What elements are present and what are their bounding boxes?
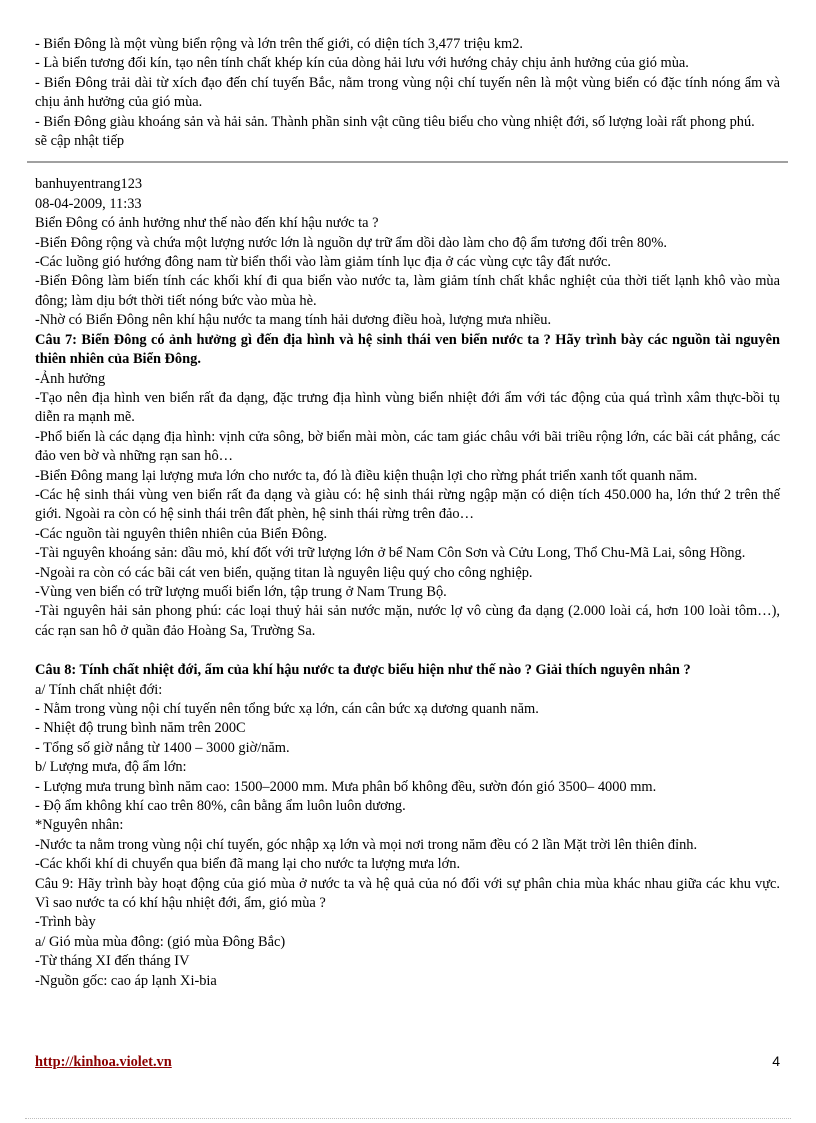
text-line: - Lượng mưa trung bình năm cao: 1500–2000 mm. Mưa phân bố không đều, sườn đón gió 3500– 4000 mm.: [35, 778, 657, 795]
text-line: -Phổ biến là các dạng địa hình: vịnh cửa sông, bờ biển mài mòn, các tam giác châu với bãi triều rộng lớn, các bãi cát phẳng, các đảo ven bờ và những rạn san hô…: [35, 428, 780, 465]
text-line: -Biển Đông rộng và chứa một lượng nước lớn là nguồn dự trữ ẩm dồi dào làm cho độ ẩm tương đối trên 80%.: [35, 234, 667, 251]
text-line: sẽ cập nhật tiếp: [35, 133, 125, 150]
document-body: [35, 35, 780, 991]
text-line: - Biển Đông là một vùng biển rộng và lớn trên thế giới, có diện tích 3,477 triệu km2.: [35, 36, 524, 52]
text-line: *Nguyên nhân:: [35, 817, 124, 834]
text-line: -Các khối khí di chuyển qua biển đã mang lại cho nước ta lượng mưa lớn.: [35, 856, 461, 873]
page-number: 4: [772, 1053, 780, 1069]
text-line: - Nhiệt độ trung bình năm trên 200C: [35, 720, 246, 737]
text-line: - Là biển tương đối kín, tạo nên tính chất khép kín của dòng hải lưu với hướng chảy chịu ảnh hưởng của gió mùa.: [35, 55, 689, 72]
text-line: -Trình bày: [35, 914, 96, 931]
text-line: -Các nguồn tài nguyên thiên nhiên của Biển Đông.: [35, 525, 328, 542]
post-datetime: 08-04-2009, 11:33: [35, 195, 142, 212]
page-footer: [35, 1053, 780, 1071]
text-line: -Nhờ có Biển Đông nên khí hậu nước ta mang tính hải dương điều hoà, lượng mưa nhiều.: [35, 312, 552, 329]
section-bien-dong-intro: [35, 35, 780, 151]
text-line: - Tổng số giờ nắng từ 1400 – 3000 giờ/năm.: [35, 739, 290, 756]
text-line: a/ Gió mùa mùa đông: (gió mùa Đông Bắc): [35, 933, 286, 950]
footer-link[interactable]: http://kinhoa.violet.vn: [35, 1054, 172, 1070]
text-line: -Ngoài ra còn có các bãi cát ven biển, quặng titan là nguyên liệu quý cho công nghiệp.: [35, 564, 533, 581]
text-line: - Biển Đông trải dài từ xích đạo đến chí tuyến Bắc, nằm trong vùng nội chí tuyến nên là một vùng biển có đặc tính nóng ẩm và chịu ảnh hưởng của gió mùa.: [35, 74, 780, 111]
text-line: -Tạo nên địa hình ven biển rất đa dạng, đặc trưng địa hình vùng biển nhiệt đới ẩm với tác động của quá trình xâm thực-bồi tụ diễn ra mạnh mẽ.: [35, 389, 780, 426]
text-line: -Ảnh hưởng: [35, 370, 106, 387]
post-question: Biển Đông có ảnh hưởng như thế nào đến khí hậu nước ta ?: [35, 215, 379, 232]
post-divider: [27, 161, 788, 163]
text-line: -Vùng ven biển có trữ lượng muối biển lớn, tập trung ở Nam Trung Bộ.: [35, 583, 447, 600]
text-line: -Từ tháng XI đến tháng IV: [35, 953, 190, 970]
text-line: -Các luồng gió hướng đông nam từ biển thổi vào làm giảm tính lục địa ở các vùng cực tây đất nước.: [35, 254, 611, 271]
text-line: -Nước ta nằm trong vùng nội chí tuyến, góc nhập xạ lớn và mọi nơi trong năm đều có 2 lần Mặt trời lên thiên đỉnh.: [35, 836, 698, 853]
question-8: [35, 661, 780, 874]
question-title: Câu 8: Tính chất nhiệt đới, ẩm của khí hậu nước ta được biểu hiện như thế nào ? Giải thích nguyên nhân ?: [35, 662, 691, 679]
text-line: -Nguồn gốc: cao áp lạnh Xi-bia: [35, 972, 217, 989]
post-author: banhuyentrang123: [35, 176, 143, 193]
forum-post: [35, 175, 780, 330]
text-line: -Tài nguyên hải sản phong phú: các loại thuỷ hải sản nước mặn, nước lợ vô cùng đa dạng (2.000 loài cá, hơn 100 loài tôm…), các rạn san hô ở quần đảo Hoàng Sa, Trường Sa.: [35, 603, 780, 639]
text-line: -Biển Đông mang lại lượng mưa lớn cho nước ta, đó là điều kiện thuận lợi cho rừng phát triển xanh tốt quanh năm.: [35, 467, 698, 484]
spacer: [35, 641, 780, 661]
text-line: - Độ ẩm không khí cao trên 80%, cân bằng ẩm luôn luôn dương.: [35, 798, 406, 815]
text-line: -Các hệ sinh thái vùng ven biển rất đa dạng và giàu có: hệ sinh thái rừng ngập mặn có diện tích 450.000 ha, lớn thứ 2 trên thế giới. Ngoài ra còn có hệ sinh thái trên đất phèn, hệ sinh thái rừng trên đảo…: [35, 486, 780, 523]
question-7: [35, 331, 780, 642]
question-9: [35, 875, 780, 991]
text-line: - Biển Đông giàu khoáng sản và hải sản. Thành phần sinh vật cũng tiêu biểu cho vùng nhiệt đới, số lượng loài rất phong phú.: [35, 113, 755, 130]
page-bottom-rule: [25, 1118, 791, 1119]
text-line: -Tài nguyên khoáng sản: dầu mỏ, khí đốt với trữ lượng lớn ở bể Nam Côn Sơn và Cửu Long, Thổ Chu-Mã Lai, sông Hồng.: [35, 545, 746, 562]
question-title: Câu 9: Hãy trình bày hoạt động của gió mùa ở nước ta và hệ quả của nó đối với sự phân chia mùa khác nhau giữa các khu vực. Vì sao nước ta có khí hậu nhiệt đới, ẩm, gió mùa ?: [35, 875, 780, 912]
question-title: Câu 7: Biển Đông có ảnh hưởng gì đến địa hình và hệ sinh thái ven biển nước ta ? Hãy trình bày các nguồn tài nguyên thiên nhiên của Biển Đông.: [35, 331, 780, 368]
text-line: a/ Tính chất nhiệt đới:: [35, 681, 163, 698]
text-line: b/ Lượng mưa, độ ẩm lớn:: [35, 759, 187, 776]
text-line: -Biển Đông làm biến tính các khối khí đi qua biển vào nước ta, làm giảm tính chất khắc nghiệt của thời tiết lạnh khô vào mùa đông; làm dịu bớt thời tiết nóng bức vào mùa hè.: [35, 273, 780, 309]
text-line: - Nằm trong vùng nội chí tuyến nên tổng bức xạ lớn, cán cân bức xạ dương quanh năm.: [35, 701, 539, 717]
